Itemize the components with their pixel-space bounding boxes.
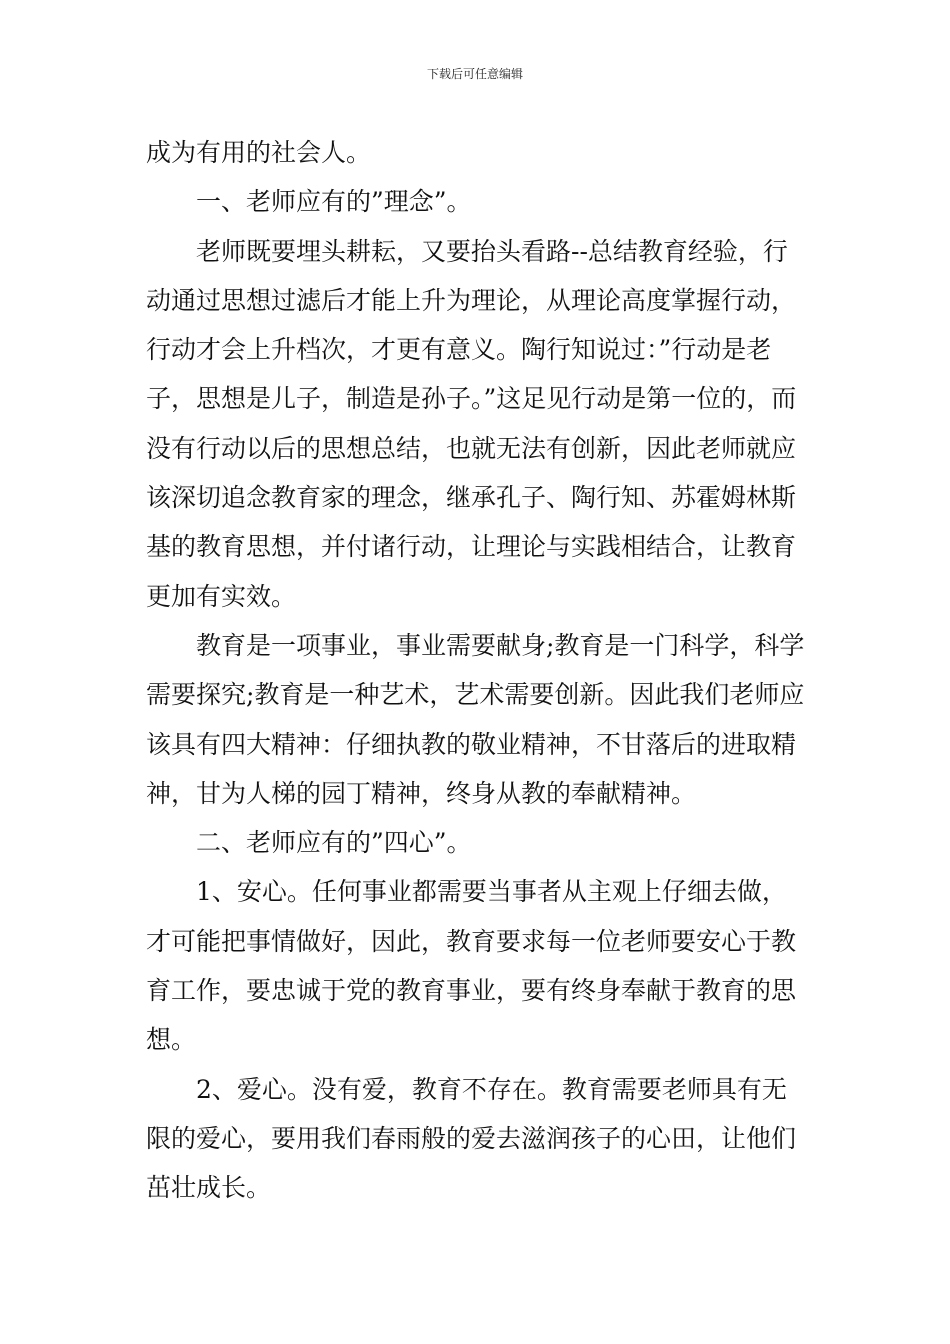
paragraph-continuation: 成为有用的社会人。 <box>146 138 372 167</box>
section-heading-four-hearts: 二、老师应有的”四心”。 <box>196 828 472 858</box>
paragraph-four-spirits: 教育是一项事业，事业需要献身;教育是一门科学，科学需要探究;教育是一种艺术，艺术需要创新。因此我们老师应该具有四大精神：仔细执教的敬业精神，不甘落后的进取精神，甘为人梯的园丁精神，终身从教的奉献精神。 <box>146 630 805 808</box>
document-body <box>146 128 808 1213</box>
section-heading-philosophy: 一、老师应有的”理念”。 <box>196 187 472 217</box>
paragraph-peace-of-mind: 1、安心。任何事业都需要当事者从主观上仔细去做，才可能把事情做好，因此，教育要求每一位老师要安心于教育工作，要忠诚于党的教育事业，要有终身奉献于教育的思想。 <box>146 877 797 1055</box>
paragraph-love: 2、爱心。没有爱，教育不存在。教育需要老师具有无限的爱心，要用我们春雨般的爱去滋润孩子的心田，让他们茁壮成长。 <box>146 1074 797 1203</box>
paragraph-reflection: 老师既要埋头耕耘，又要抬头看路--总结教育经验，行动通过思想过滤后才能上升为理论，从理论高度掌握行动，行动才会上升档次，才更有意义。陶行知说过：”行动是老子，思想是儿子，制造是孙子。”这足见行动是第一位的，而没有行动以后的思想总结，也就无法有创新，因此老师就应该深切追念教育家的理念，继承孔子、陶行知、苏霍姆林斯基的教育思想，并付诸行动，让理论与实践相结合，让教育更加有实效。 <box>146 236 797 611</box>
page-header-note: 下载后可任意编辑 <box>426 67 523 81</box>
